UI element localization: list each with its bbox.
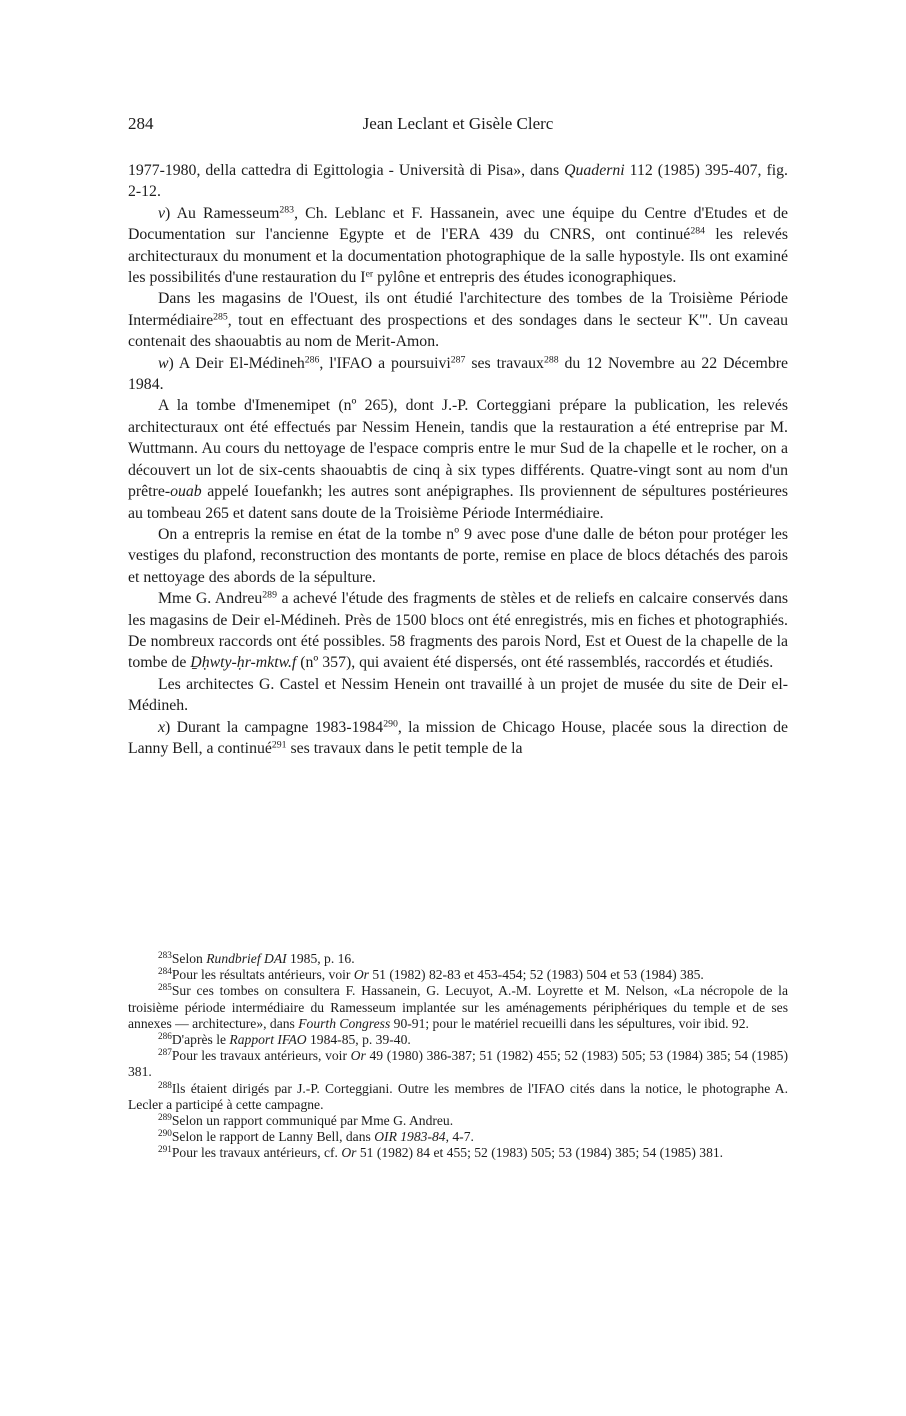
footnote-text: 51 (1982) 82-83 et 453-454; 52 (1983) 504 et 53 (1984) 385. <box>368 967 704 983</box>
footnote-text: Selon un rapport communiqué par Mme G. Andreu. <box>171 1113 454 1129</box>
footnote-text: 90-91; pour le matériel recueilli dans les sépultures, voir ibid. 92. <box>390 1015 749 1031</box>
page-number: 284 <box>128 114 154 133</box>
footnote-text: 49 (1980) 386-387; 51 (1982) 455; 52 (1983) 505; 53 (1984) 385; 54 (1985) 381. <box>128 1048 788 1080</box>
footnote-number: 291 <box>158 1144 172 1155</box>
footnote-text: Selon le rapport de Lanny Bell, dans <box>171 1129 375 1145</box>
footnote-text: D'après le <box>171 1032 230 1048</box>
footnote <box>128 1032 788 1048</box>
footnote-text: Or <box>341 1145 357 1161</box>
text-run: , la mission de Chicago House, placée sous la direction de Lanny Bell, a continué <box>128 718 788 757</box>
footnote-ref: 290 <box>383 718 398 730</box>
footnote-ref: 285 <box>213 311 228 323</box>
text-run: (nº 357), qui avaient été dispersés, ont été rassemblés, raccordés et étudiés. <box>296 654 774 672</box>
text-run: Ḏḥwty-ḥr-mktw.f <box>190 654 297 672</box>
text-run: Quaderni <box>564 162 625 179</box>
text-run: ses travaux dans le petit temple de la <box>286 739 523 757</box>
footnote-number: 286 <box>158 1030 172 1041</box>
paragraph <box>128 674 788 717</box>
page-header <box>128 114 788 138</box>
footnote-text: 51 (1982) 84 et 455; 52 (1983) 505; 53 (1984) 385; 54 (1985) 381. <box>356 1145 724 1161</box>
text-run: Mme G. Andreu <box>158 590 263 608</box>
paragraph <box>128 395 788 523</box>
text-run: A la tombe d'Imenemipet (nº 265), dont J.-P. Corteggiani prépare la publication, les relevés architecturaux ont été effectués par Nessim Henein, tandis que la restauration a été entreprise par M. Wuttmann. Au cours du nettoyage de l'espace compris entre le mur Sud de la chapelle et le rocher, on a découvert un lot de six-cents shaouabtis de cinq à six types différents. Quatre-vingt sont au nom d'un prêtre- <box>128 397 788 501</box>
footnote-ref: 289 <box>262 589 277 601</box>
text-run: ses travaux <box>465 354 544 372</box>
body-text <box>128 160 788 759</box>
footnote <box>128 1113 788 1129</box>
text-run: , Ch. Leblanc et F. Hassanein, avec une équipe du Centre d'Etudes et de Documentation sur l'ancienne Egypte et de l'ERA 439 du CNRS, ont continué <box>128 204 788 244</box>
text-run: a achevé l'étude des fragments de stèles et de reliefs en calcaire conservés dans les magasins de Deir el-Médineh. Près de 1500 blocs ont été enregistrés, mis en fiches et photographiés. De nombreux raccords ont été possibles. 58 fragments des parois Nord, Est et Ouest de la chapelle de la tombe de <box>128 590 788 672</box>
text-run: Les architectes G. Castel et Nessim Henein ont travaillé à un projet de musée du site de Deir el-Médineh. <box>128 675 788 715</box>
text-run: appelé Iouefankh; les autres sont anépigraphes. Ils proviennent de sépultures postérieures au tombeau 265 et datent sans doute de la Troisième Période Intermédiaire. <box>128 483 788 522</box>
footnote-ref: 291 <box>271 739 287 751</box>
footnote-text: Rundbrief DAI <box>206 951 287 966</box>
text-run: , tout en effectuant des prospections et des sondages dans le secteur K'''. Un caveau contenait des shaouabtis au nom de Merit-Amon. <box>128 311 788 351</box>
footnote <box>128 1145 788 1161</box>
footnote-ref: 284 <box>690 225 705 237</box>
footnote-text: Pour les travaux antérieurs, cf. <box>171 1145 342 1161</box>
footnote-number: 290 <box>158 1128 172 1139</box>
paragraph <box>128 524 788 588</box>
text-run: du 12 Novembre au 22 Décembre 1984. <box>128 354 788 394</box>
paragraph <box>128 160 788 203</box>
text-run: ouab <box>170 483 202 501</box>
footnote-ref: 283 <box>279 204 295 216</box>
footnote <box>128 1081 788 1113</box>
paragraph <box>128 203 788 289</box>
text-run: ) A Deir El-Médineh <box>168 354 305 372</box>
footnote <box>128 951 788 967</box>
footnote-text: Or <box>350 1048 366 1064</box>
text-run: ) Au Ramesseum <box>165 204 280 222</box>
footnote-text: 1985, p. 16. <box>286 951 355 966</box>
footnote-ref: 286 <box>304 354 320 366</box>
footnote-text: Rapport IFAO <box>229 1032 307 1048</box>
text-run: les relevés architecturaux du monument et la documentation photographique de la salle hypostyle. Ils ont examiné les possibilités d'une restauration du I <box>128 226 788 287</box>
paragraph <box>128 288 788 352</box>
running-title: Jean Leclant et Gisèle Clerc <box>362 114 554 133</box>
footnote-text: Fourth Congress <box>298 1015 391 1031</box>
footnote-text: , 4-7. <box>445 1129 474 1145</box>
text-run: 112 (1985) 395-407, fig. 2-12. <box>128 162 788 201</box>
footnote-text: Pour les résultats antérieurs, voir <box>171 967 354 983</box>
text-run: v <box>158 204 166 222</box>
footnote-number: 284 <box>158 966 172 977</box>
paragraph <box>128 717 788 760</box>
paragraph <box>128 353 788 396</box>
footnote-ref: 287 <box>450 354 466 366</box>
paragraph <box>128 588 788 674</box>
footnote-ref: 288 <box>543 354 559 366</box>
text-run: On a entrepris la remise en état de la tombe nº 9 avec pose d'une dalle de béton pour protéger les vestiges du plafond, reconstruction des montants de porte, remise en place de blocs détachés des parois et nettoyage des abords de la sépulture. <box>128 525 788 586</box>
text-run: , l'IFAO a poursuivi <box>319 354 451 372</box>
footnote-number: 287 <box>158 1047 172 1058</box>
footnote-text: 1984-85, p. 39-40. <box>306 1032 411 1048</box>
footnote-text: OIR 1983-84 <box>374 1129 446 1145</box>
footnote-number: 283 <box>158 949 172 960</box>
footnote <box>128 983 788 1032</box>
text-run: 1977-1980, della cattedra di Egittologia - Università di Pisa», dans <box>128 162 565 179</box>
footnote-ref: er <box>365 268 374 280</box>
text-run: w <box>158 354 169 372</box>
footnote-text: Or <box>353 967 369 983</box>
footnote-text: Selon <box>171 951 207 966</box>
text-run: x <box>158 718 166 736</box>
text-run: ) Durant la campagne 1983-1984 <box>165 718 384 736</box>
footnote <box>128 1048 788 1080</box>
footnote-number: 285 <box>158 982 172 993</box>
footnote <box>128 967 788 983</box>
footnote-number: 288 <box>158 1079 172 1090</box>
footnote-text: Sur ces tombes on consultera F. Hassanein, G. Lecuyot, A.-M. Loyrette et M. Nelson, «La nécropole de la troisième période intermédiaire du Ramesseum implantée sur les aménagements périphériques du temple et de ses annexes — architecture», dans <box>128 983 788 1031</box>
footnote-text: Pour les travaux antérieurs, voir <box>171 1048 351 1064</box>
text-run: Dans les magasins de l'Ouest, ils ont étudié l'architecture des tombes de la Troisième Période Intermédiaire <box>128 290 788 329</box>
footnote <box>128 1129 788 1145</box>
text-run: pylône et entrepris des études iconographiques. <box>373 269 677 287</box>
footnote-text: Ils étaient dirigés par J.-P. Corteggiani. Outre les membres de l'IFAO cités dans la notice, le photographe A. Lecler a participé à cette campagne. <box>128 1080 788 1112</box>
footnotes <box>128 951 788 1162</box>
footnote-number: 289 <box>158 1111 172 1122</box>
